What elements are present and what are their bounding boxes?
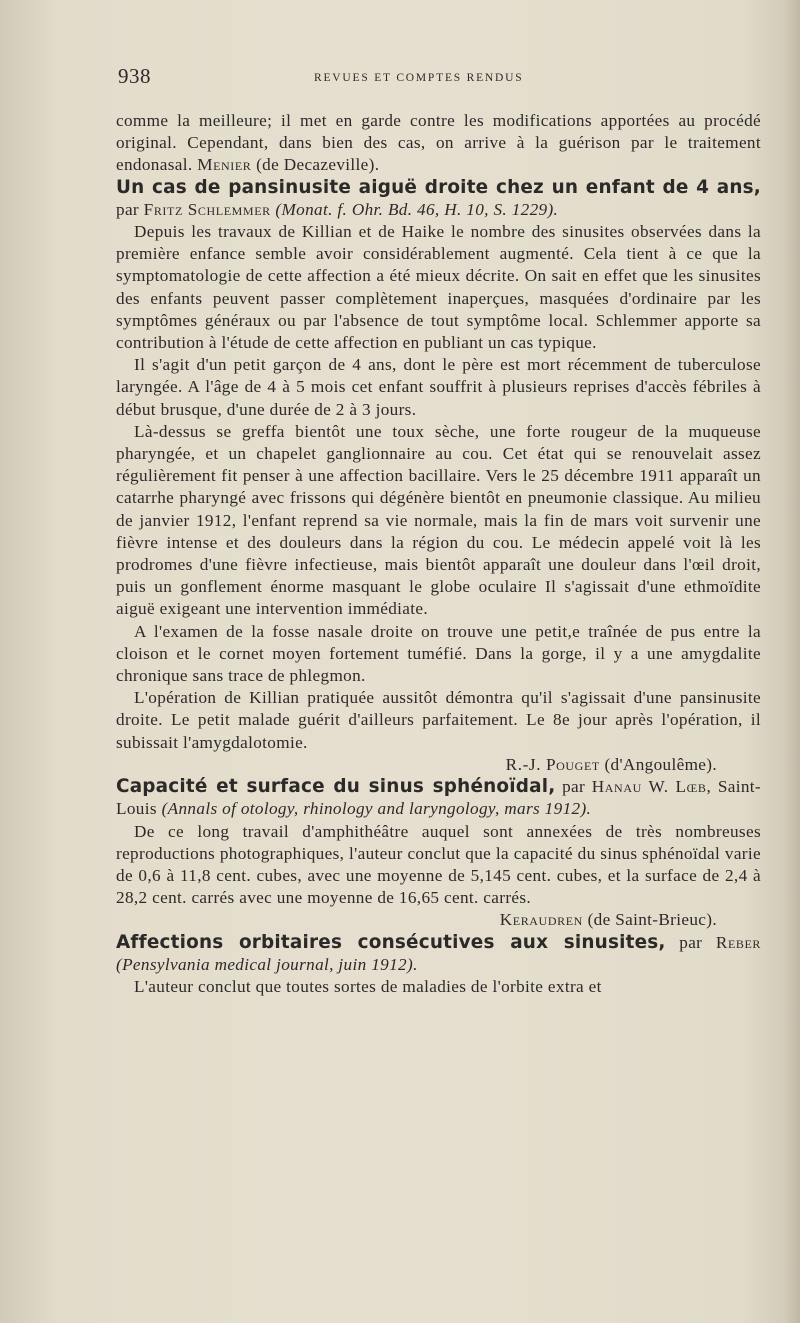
article3-paragraph: L'auteur conclut que toutes sortes de maladies de l'orbite extra et [134, 976, 602, 996]
article1-author: Fritz Schlemmer [143, 199, 271, 219]
article2-reference: (Annals of otology, rhinology and laryngology, mars 1912). [161, 799, 592, 819]
intro-paragraph [116, 110, 761, 177]
running-head: REVUES ET COMPTES RENDUS [314, 72, 524, 84]
article2-signature [116, 909, 761, 931]
article1-paragraph: L'opération de Killian pratiquée aussitôt démontra qu'il s'agissait d'une pansinusite droite. Le petit malade guérit d'ailleurs parfaitement. Le 8e jour après l'opération, il subissait l'amygdalotomie. [116, 688, 761, 752]
intro-signature-place: (de Decazeville). [256, 155, 380, 175]
article2-by: par [562, 777, 586, 797]
article1-paragraph: Là-dessus se greffa bientôt une toux sèche, une forte rougeur de la muqueuse pharyngée, et un chapelet ganglionnaire au cou. Cet état qui se renouvelait assez régulièrement fit penser à une affection bacillaire. Vers le 25 décembre 1911 apparaît un catarrhe pharyngé avec frissons qui dégénère bientôt en pneumonie classique. Au milieu de janvier 1912, l'enfant reprend sa vie normale, mais la fin de mars voit survenir une fièvre intense et des douleurs dans la région du cou. Le médecin appelé voit là les prodromes d'une fièvre infectieuse, mais bientôt apparaît une douleur dans l'œil droit, puis un gonflement énorme masquant le globe oculaire Il s'agissait d'une ethmoïdite aiguë exigeant une intervention immédiate. [116, 421, 761, 619]
article2-author: Hanau W. Lœb [591, 777, 707, 797]
article3-author: Reber [715, 932, 762, 952]
page-header [118, 64, 758, 92]
article2-paragraph: De ce long travail d'amphithéâtre auquel sont annexées de très nombreuses reproductions photographiques, l'auteur conclut que la capacité du sinus sphénoïdal varie de 0,6 à 11,8 cent. cubes, avec une moyenne de 5,145 cent. cubes, et la surface de 2,4 à 28,2 cent. carrés avec une moyenne de 16,65 cent. carrés. [116, 821, 761, 908]
article3-reference: (Pensylvania medical journal, juin 1912). [116, 954, 418, 974]
article2-location: , Saint-Louis [116, 777, 761, 819]
article1-title: Un cas de pansinusite aiguë droite chez un enfant de 4 ans, [116, 176, 761, 198]
article1-heading [116, 177, 761, 221]
article2-title: Capacité et surface du sinus sphénoïdal, [116, 776, 556, 798]
article2-signature-name: Keraudren [499, 910, 583, 930]
article3-heading [116, 932, 761, 976]
article2-heading [116, 776, 761, 820]
article1-signature-place: (d'Angoulême). [604, 754, 717, 774]
article3-by: par [679, 932, 703, 952]
article3-title: Affections orbitaires consécutives aux sinusites, [116, 931, 666, 953]
page-edge-shadow [784, 0, 800, 1323]
article1-reference: (Monat. f. Ohr. Bd. 46, H. 10, S. 1229). [275, 199, 559, 219]
intro-signature-name: Menier [197, 155, 252, 175]
intro-text: comme la meilleure; il met en garde contre les modifications apportées au procédé original. Cependant, dans bien des cas, on arrive à la guérison par le traitement endonasal. [116, 111, 761, 175]
article1-paragraph: A l'examen de la fosse nasale droite on trouve une petit,e traînée de pus entre la cloison et le cornet moyen fortement tuméfié. Dans la gorge, il y a une amygdalite chronique sans trace de phlegmon. [116, 621, 761, 686]
article1-paragraph: Il s'agit d'un petit garçon de 4 ans, dont le père est mort récemment de tuberculose laryngée. A l'âge de 4 à 5 mois cet enfant souffrit à plusieurs reprises d'accès fébriles à début brusque, d'une durée de 2 à 3 jours. [116, 355, 761, 419]
page-number: 938 [118, 64, 151, 88]
article1-by: par [116, 199, 139, 219]
article2-signature-place: (de Saint-Brieuc). [587, 910, 717, 930]
page-body [116, 110, 761, 998]
article1-paragraph: Depuis les travaux de Killian et de Haike le nombre des sinusites observées dans la première enfance semble avoir considérablement augmenté. Cela tient à ce que la symptomatologie de cette affection a été mieux décrite. On sait en effet que les sinusites des enfants peuvent passer complètement inaperçues, masquées d'ordinaire par les symptômes généraux ou par l'absence de tout symptôme local. Schlemmer apporte sa contribution à l'étude de cette affection en publiant un cas typique. [116, 222, 761, 353]
article1-signature [116, 754, 761, 776]
article1-signature-name: R.-J. Pouget [505, 754, 600, 774]
